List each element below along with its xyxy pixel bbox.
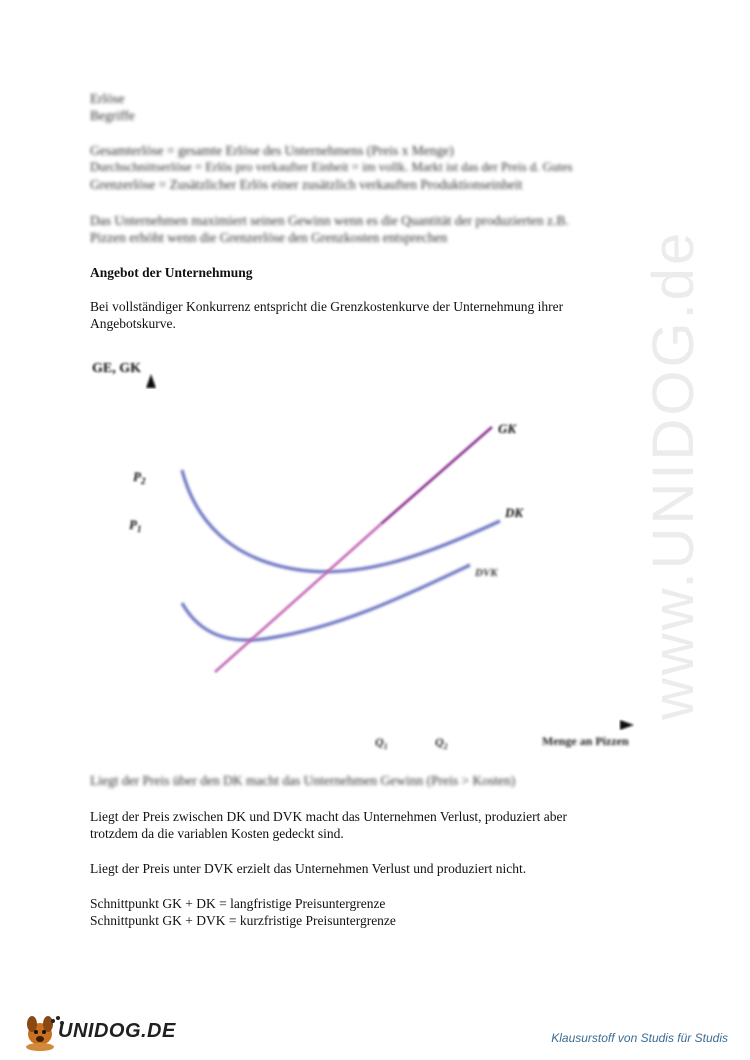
footer-logo-text[interactable]: UNIDOG.DE bbox=[58, 1020, 176, 1042]
dvk-curve bbox=[182, 565, 470, 640]
svg-text:Q2 bbox=[435, 735, 448, 751]
x-axis-arrow bbox=[620, 720, 634, 730]
p1-label-sub: 1 bbox=[136, 524, 142, 534]
p2-label: P bbox=[133, 469, 141, 484]
blurred-maxim-1: Das Unternehmen maximiert seinen Gewinn wenn es die Quantität der produzierten z.B. bbox=[90, 213, 569, 228]
gk-line-lower bbox=[215, 524, 381, 672]
q1-label-sub: 1 bbox=[383, 742, 388, 751]
svg-text:P1 bbox=[129, 517, 141, 534]
blurred-def-3: Grenzerlöse = Zusätzlicher Erlös einer zusätzlich verkauften Produktionseinheit bbox=[90, 177, 523, 192]
closing-p2: Liegt der Preis unter DVK erzielt das Unternehmen Verlust und produziert nicht. bbox=[90, 861, 527, 876]
blurred-below-chart: Liegt der Preis über den DK macht das Unternehmen Gewinn (Preis > Kosten) bbox=[90, 773, 516, 788]
gk-label: GK bbox=[498, 421, 517, 436]
blurred-def-1: Gesamterlöse = gesamte Erlöse des Unternehmens (Preis x Menge) bbox=[90, 143, 454, 158]
dvk-label: DVK bbox=[475, 567, 498, 579]
closing-p3-line-1: Schnittpunkt GK + DK = langfristige Preisuntergrenze bbox=[90, 896, 386, 911]
y-axis-arrow bbox=[146, 374, 156, 388]
blurred-title-1: Erlöse bbox=[90, 91, 125, 106]
svg-text:P2 bbox=[133, 469, 146, 486]
x-axis-label: Menge an Pizzen bbox=[542, 734, 629, 748]
gk-line-upper bbox=[381, 427, 492, 524]
closing-p1-line-2: trotzdem da die variablen Kosten gedeckt sind. bbox=[90, 826, 344, 841]
q2-label: Q bbox=[435, 735, 444, 749]
closing-p3-line-2: Schnittpunkt GK + DVK = kurzfristige Preisuntergrenze bbox=[90, 913, 396, 928]
y-axis-label: GE, GK bbox=[92, 361, 142, 376]
watermark-text: www.UNIDOG.de bbox=[641, 229, 706, 720]
intro-line-1: Bei vollständiger Konkurrenz entspricht die Grenzkostenkurve der Unternehmung ihrer bbox=[90, 299, 564, 314]
q1-label: Q bbox=[375, 735, 384, 749]
dk-curve bbox=[182, 470, 500, 572]
intro-line-2: Angebotskurve. bbox=[90, 316, 176, 331]
closing-p1-line-1: Liegt der Preis zwischen DK und DVK macht das Unternehmen Verlust, produziert aber bbox=[90, 809, 567, 824]
p1-label: P bbox=[129, 517, 137, 532]
footer-tagline: Klausurstoff von Studis für Studis bbox=[551, 1031, 728, 1045]
dk-label: DK bbox=[505, 505, 524, 520]
svg-text:Q1 bbox=[375, 735, 388, 751]
blurred-title-2: Begriffe bbox=[90, 108, 135, 123]
q2-label-sub: 2 bbox=[443, 742, 448, 751]
p2-label-sub: 2 bbox=[140, 476, 146, 486]
section-heading: Angebot der Unternehmung bbox=[90, 265, 253, 280]
blurred-def-2: Durchschnittserlöse = Erlös pro verkaufter Einheit = im vollk. Markt ist das der Preis d. Gutes bbox=[90, 160, 573, 174]
blurred-maxim-2: Pizzen erhöht wenn die Grenzerlöse den Grenzkosten entsprechen bbox=[90, 230, 448, 245]
